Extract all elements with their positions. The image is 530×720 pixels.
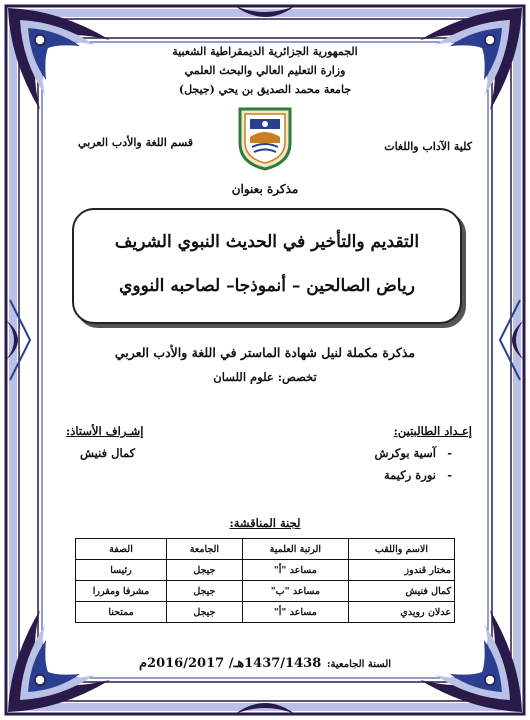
- supervisor-name: كمال فنيش: [80, 446, 136, 460]
- students-label: إعـداد الطالبتين:: [393, 424, 472, 438]
- academic-year-value: 1437/1438هـ/ 2016/2017م: [138, 656, 322, 671]
- jury-member-rank: مساعد "أ": [242, 560, 348, 581]
- bullet: -: [447, 446, 452, 460]
- university-logo-icon: [236, 103, 294, 171]
- column-header-rank: الرتبة العلمية: [242, 539, 348, 560]
- jury-member-role: مشرفا ومقررا: [76, 581, 167, 602]
- title-line-2: رياض الصالحين – أنموذجا– لصاحبه النووي: [119, 276, 415, 296]
- student-name-1: -آسية بوكرش: [374, 446, 452, 460]
- academic-year-label: السنة الجامعية:: [326, 659, 392, 670]
- jury-member-name: عدلان رويدي: [348, 602, 454, 623]
- column-header-role: الصفة: [76, 539, 167, 560]
- academic-year: [0, 652, 530, 671]
- jury-label: لجنة المناقشة:: [229, 516, 301, 530]
- table-row: [76, 602, 455, 623]
- table-header-row: [76, 539, 455, 560]
- jury-member-university: جيجل: [166, 602, 242, 623]
- jury-table: [75, 538, 455, 623]
- jury-member-rank: مساعد "أ": [242, 602, 348, 623]
- corner-ornament-top-left: [8, 8, 110, 110]
- title-box: [72, 208, 462, 324]
- republic-name: الجمهورية الجزائرية الديمقراطية الشعبية: [172, 45, 358, 58]
- bullet: -: [447, 468, 452, 482]
- jury-member-university: جيجل: [166, 581, 242, 602]
- table-row: [76, 581, 455, 602]
- title-line-1: التقديم والتأخير في الحديث النبوي الشريف: [114, 232, 420, 252]
- supervisor-label: إشـراف الأستاذ:: [66, 424, 144, 438]
- specialty: تخصص: علوم اللسان: [213, 370, 317, 384]
- column-header-university: الجامعة: [166, 539, 242, 560]
- table-row: [76, 560, 455, 581]
- jury-member-role: ممتحنا: [76, 602, 167, 623]
- column-header-name: الاسم واللقب: [348, 539, 454, 560]
- ministry-name: وزارة التعليم العالي والبحث العلمي: [184, 64, 346, 77]
- university-name: جامعة محمد الصديق بن يحي (جيجل): [178, 83, 352, 96]
- memo-purpose: مذكرة مكملة لنيل شهادة الماستر في اللغة والأدب العربي: [114, 345, 416, 360]
- memo-label: مذكرة بعنوان: [231, 182, 299, 196]
- jury-member-university: جيجل: [166, 560, 242, 581]
- jury-member-role: رئيسا: [76, 560, 167, 581]
- department-name: قسم اللغة والأدب العربي: [78, 136, 194, 149]
- student-name-2: -نورة ركيمة: [383, 468, 452, 482]
- jury-member-name: كمال فنيش: [348, 581, 454, 602]
- corner-ornament-top-right: [420, 8, 522, 110]
- jury-member-rank: مساعد "ب": [242, 581, 348, 602]
- jury-member-name: مختار قندوز: [348, 560, 454, 581]
- faculty-name: كلية الآداب واللغات: [384, 140, 472, 153]
